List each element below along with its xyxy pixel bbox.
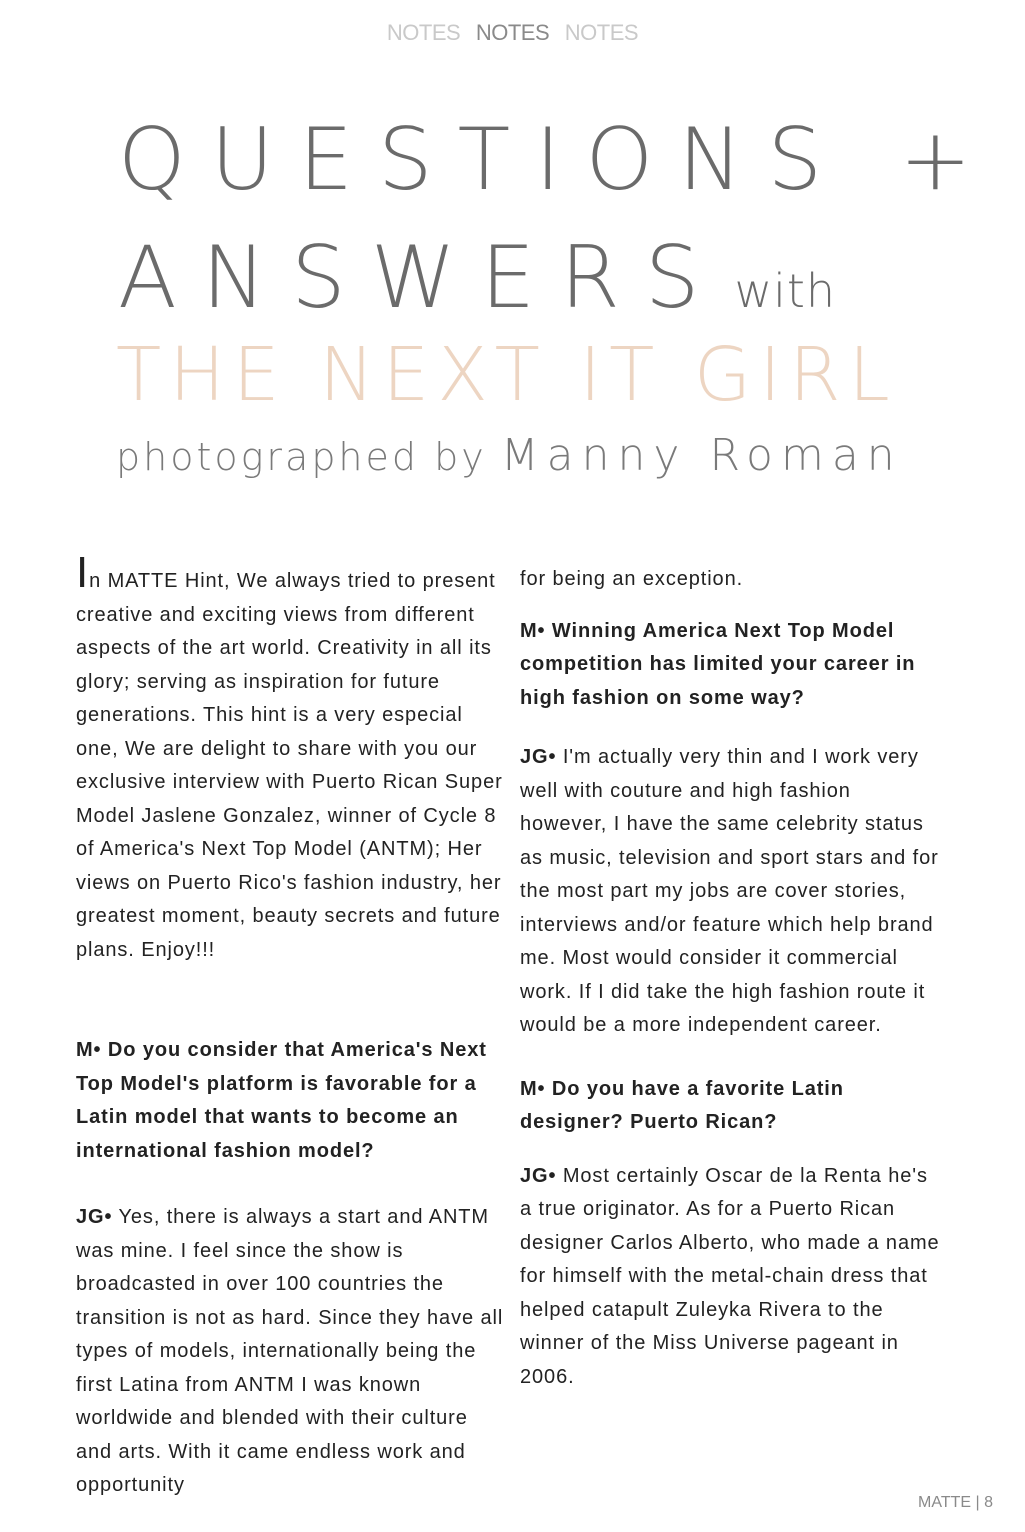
answer-1-continued: for being an exception. [520, 568, 744, 590]
answer-2 [520, 741, 940, 1043]
page-footer: MATTE | 8 [918, 1494, 993, 1511]
answer-1 [76, 1201, 506, 1503]
header-notes-middle: NOTES [475, 20, 550, 45]
article-column-right [520, 563, 940, 1394]
question-1: M• Do you consider that America's Next Top Model's platform is favorable for a Latin model that wants to become an international fashion model? [76, 1039, 487, 1162]
photographer-name: Manny Roman [500, 430, 903, 481]
title-answers: ANSWERS [118, 228, 725, 328]
answer-2-text: I'm actually very thin and I work very well with couture and high fashion however, I have the same celebrity status as music, television and sport stars and for the most part my jobs are cover stories, interviews and/or feature which help brand me. Most would consider it commercial work. If I did take the high fashion route it would be a more independent career. [520, 746, 939, 1036]
photo-credit [116, 430, 903, 481]
question-3: M• Do you have a favorite Latin designer? Puerto Rican? [520, 1077, 844, 1133]
drop-cap: I [76, 548, 90, 597]
answer-1-text: Yes, there is always a start and ANTM was mine. I feel since the show is broadcasted in over 100 countries the transition is not as hard. Since they have all types of models, internationally being the first Latina from ANTM I was known worldwide and blended with their culture and arts. With it came endless work and opportunity [76, 1206, 504, 1496]
answer-3 [520, 1160, 940, 1395]
answer-2-label: JG• [520, 746, 557, 768]
article-column-left [76, 548, 506, 1503]
intro-text: n MATTE Hint, We always tried to present creative and exciting views from different aspects of the art world. Creativity in all its glory; serving as inspiration for future generations. This hint is a very especial one, We are delight to share with you our exclusive interview with Puerto Rican Super Model Jaslene Gonzalez, winner of Cycle 8 of America's Next Top Model (ANTM); Her views on Puerto Rico's fashion industry, her greatest moment, beauty secrets and future plans. Enjoy!!! [76, 570, 503, 961]
photo-credit-prefix: photographed by [116, 435, 487, 479]
answer-3-text: Most certainly Oscar de la Renta he's a true originator. As for a Puerto Rican designer Carlos Alberto, who made a name for himself with the metal-chain dress that helped catapult Zuleyka Rivera to the winner of the Miss Universe pageant in 2006. [520, 1164, 940, 1388]
question-2: M• Winning America Next Top Model competition has limited your career in high fashion on some way? [520, 619, 916, 709]
title-line-2 [118, 228, 836, 328]
title-subject: THE NEXT IT GIRL [116, 332, 898, 418]
answer-1-label: JG• [76, 1206, 113, 1228]
answer-3-label: JG• [520, 1164, 557, 1187]
title-line-1: QUESTIONS + [118, 110, 997, 210]
header-notes-left: NOTES [386, 20, 461, 45]
intro-paragraph [76, 548, 506, 967]
section-header [0, 20, 1025, 46]
header-notes-right: NOTES [564, 20, 639, 45]
title-with: with [734, 264, 837, 318]
